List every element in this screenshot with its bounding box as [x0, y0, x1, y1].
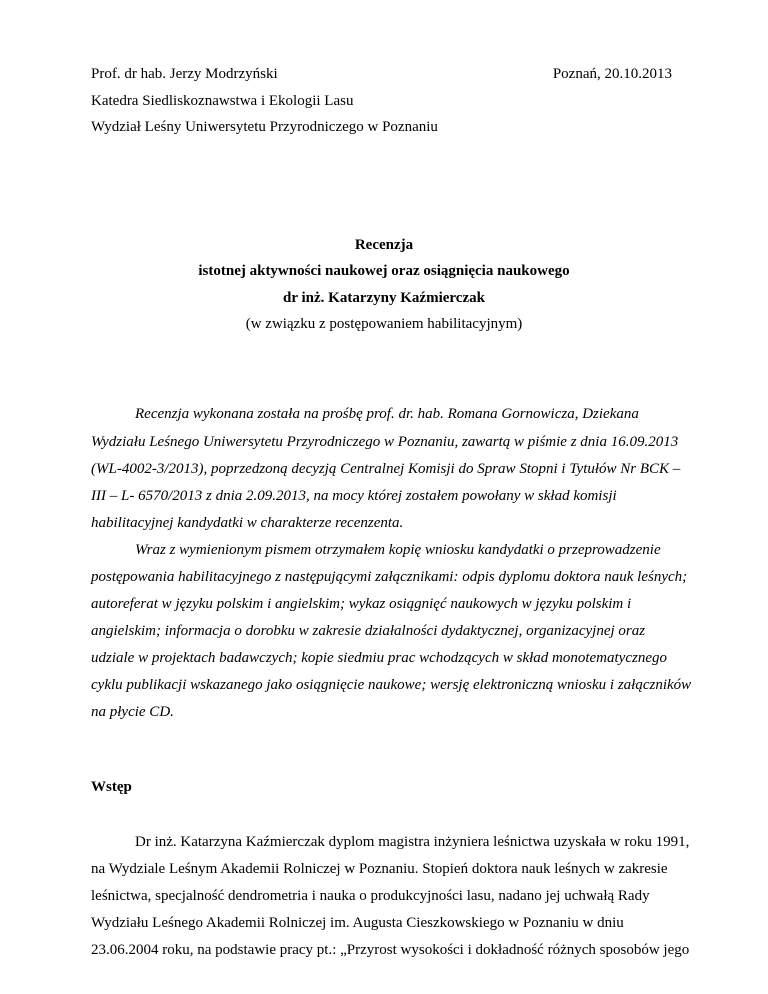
- intro-line: autoreferat w języku polskim i angielskim; wykaz osiągnięć naukowych w języku polskim i: [91, 596, 632, 612]
- intro-line: cyklu publikacji wskazanego jako osiągnięcie naukowe; wersję elektroniczną wniosku i załączników: [91, 677, 692, 693]
- intro-line: Recenzja wykonana została na prośbę prof. dr. hab. Romana Gornowicza, Dziekana: [135, 406, 639, 422]
- intro-line: III – L- 6570/2013 z dnia 2.09.2013, na mocy której zostałem powołany w skład komisji: [91, 488, 617, 504]
- body-line: leśnictwa, specjalność dendrometria i nauka o produkcyjności lasu, nadano jej uchwałą Rady: [91, 888, 650, 904]
- intro-line: na płycie CD.: [91, 704, 174, 720]
- document-title: Recenzja: [354, 237, 414, 253]
- intro-line: udziale w projektach badawczych; kopie siedmiu prac wchodzących w skład monotematycznego: [91, 650, 667, 666]
- department-name: Katedra Siedliskoznawstwa i Ekologii Lasu: [91, 93, 354, 109]
- title-candidate: dr inż. Katarzyny Kaźmierczak: [283, 290, 485, 306]
- intro-line: Wydziału Leśnego Uniwersytetu Przyrodniczego w Poznaniu, zawartą w piśmie z dnia 16.09.2013: [91, 434, 679, 450]
- title-context: (w związku z postępowaniem habilitacyjnym): [245, 316, 523, 332]
- author-name: Prof. dr hab. Jerzy Modrzyński: [91, 66, 278, 82]
- body-line: 23.06.2004 roku, na podstawie pracy pt.: „Przyrost wysokości i dokładność różnych sposobów jego: [91, 942, 690, 958]
- faculty-name: Wydział Leśny Uniwersytetu Przyrodniczego w Poznaniu: [91, 119, 438, 135]
- body-line: Wydziału Leśnego Akademii Rolniczej im. Augusta Cieszkowskiego w Poznaniu w dniu: [91, 915, 624, 931]
- section-heading: Wstęp: [91, 779, 132, 795]
- place-date: Poznań, 20.10.2013: [552, 66, 672, 82]
- intro-line: postępowania habilitacyjnego z następującymi załącznikami: odpis dyplomu doktora nauk leśnych;: [91, 569, 688, 585]
- intro-line: habilitacyjnej kandydatki w charakterze recenzenta.: [91, 515, 404, 531]
- title-subject: istotnej aktywności naukowej oraz osiągnięcia naukowego: [198, 263, 570, 279]
- intro-line: (WL-4002-3/2013), poprzedzoną decyzją Centralnej Komisji do Spraw Stopni i Tytułów Nr BCK –: [91, 461, 681, 477]
- intro-line: angielskim; informacja o dorobku w zakresie działalności dydaktycznej, organizacyjnej oraz: [91, 623, 646, 639]
- body-line: na Wydziale Leśnym Akademii Rolniczej w Poznaniu. Stopień doktora nauk leśnych w zakresie: [91, 861, 668, 877]
- body-line: Dr inż. Katarzyna Kaźmierczak dyplom magistra inżyniera leśnictwa uzyskała w roku 1991,: [135, 834, 690, 850]
- intro-line: Wraz z wymienionym pismem otrzymałem kopię wniosku kandydatki o przeprowadzenie: [135, 542, 661, 558]
